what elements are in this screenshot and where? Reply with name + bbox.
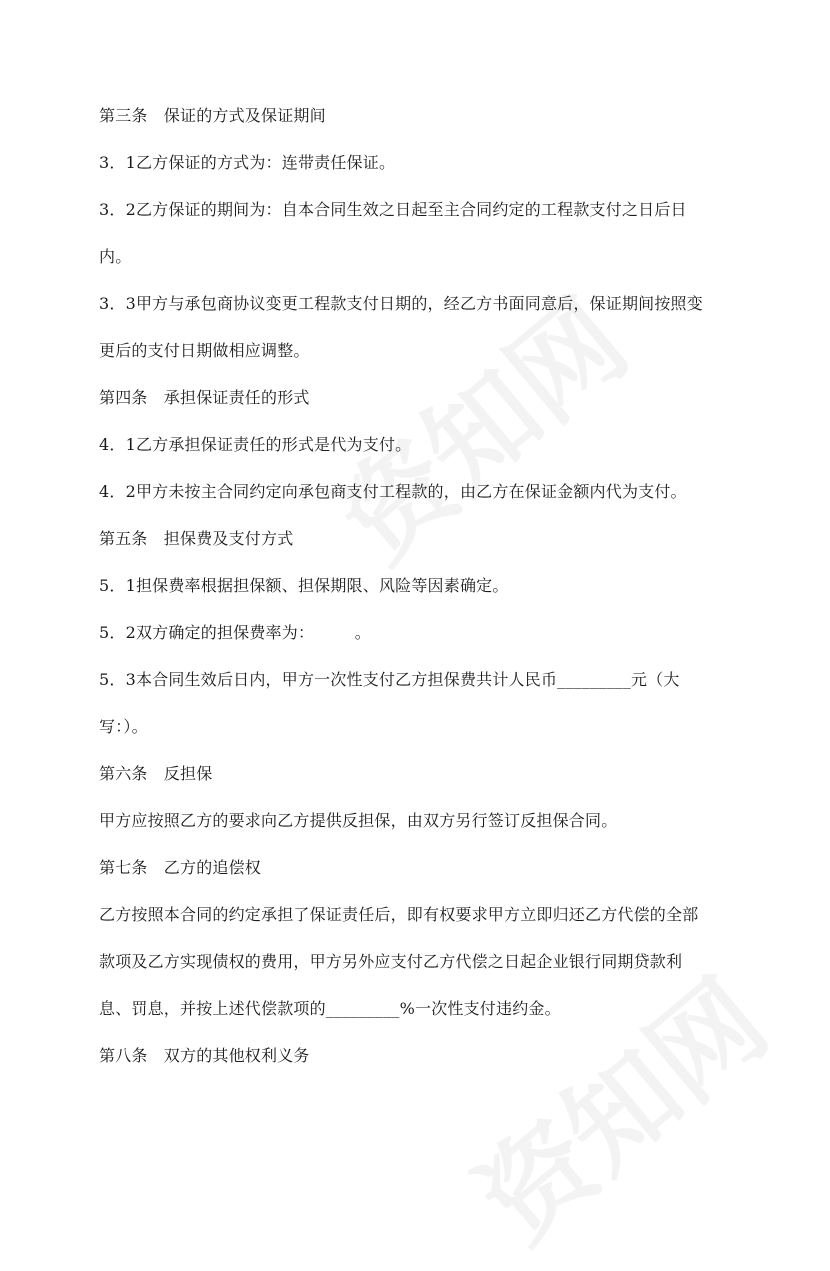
clause-5-1: 5．1担保费率根据担保额、担保期限、风险等因素确定。: [99, 576, 509, 595]
article-6-heading: 第六条 反担保: [99, 764, 213, 783]
article-3-heading: 第三条 保证的方式及保证期间: [99, 106, 326, 125]
article-7-body-2: 款项及乙方实现债权的费用，甲方另外应支付乙方代偿之日起企业银行同期贷款利: [99, 952, 683, 971]
clause-5-2: 5．2双方确定的担保费率为： 。: [99, 623, 371, 642]
article-8-heading: 第八条 双方的其他权利义务: [99, 1046, 310, 1065]
article-7-heading: 第七条 乙方的追偿权: [99, 858, 262, 877]
article-4-heading: 第四条 承担保证责任的形式: [99, 388, 310, 407]
clause-3-1: 3．1乙方保证的方式为：连带责任保证。: [99, 153, 396, 172]
clause-3-2: 3．2乙方保证的期间为：自本合同生效之日起至主合同约定的工程款支付之日后日: [99, 200, 687, 219]
clause-3-3-cont: 更后的支付日期做相应调整。: [99, 341, 310, 360]
clause-4-2: 4．2甲方未按主合同约定向承包商支付工程款的，由乙方在保证金额内代为支付。: [99, 482, 687, 501]
article-5-heading: 第五条 担保费及支付方式: [99, 529, 294, 548]
clause-3-3: 3．3甲方与承包商协议变更工程款支付日期的，经乙方书面同意后，保证期间按照变: [99, 294, 703, 313]
article-6-body: 甲方应按照乙方的要求向乙方提供反担保，由双方另行签订反担保合同。: [99, 811, 618, 830]
clause-4-1: 4．1乙方承担保证责任的形式是代为支付。: [99, 435, 412, 454]
watermark: [440, 938, 794, 1271]
clause-5-3-cont: 写：）。: [99, 717, 148, 736]
article-7-body-1: 乙方按照本合同的约定承担了保证责任后，即有权要求甲方立即归还乙方代偿的全部: [99, 905, 699, 924]
clause-3-2-cont: 内。: [99, 247, 132, 266]
clause-5-3: 5．3本合同生效后日内，甲方一次性支付乙方担保费共计人民币_________元（大: [99, 670, 680, 689]
article-7-body-3: 息、罚息，并按上述代偿款项的_________%一次性支付违约金。: [99, 999, 561, 1018]
